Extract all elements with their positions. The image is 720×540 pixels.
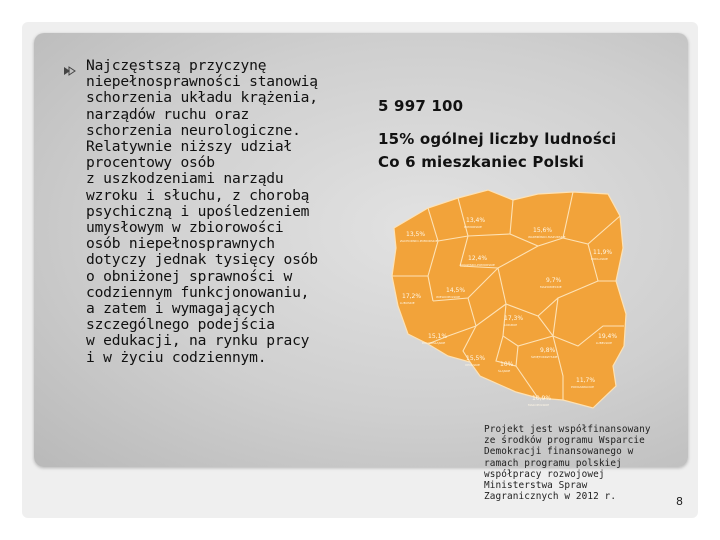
map-name-opolskie: OPOLSKIE xyxy=(465,363,480,367)
map-pct-mazowieckie: 9,7% xyxy=(546,277,562,284)
page-number: 8 xyxy=(676,495,683,508)
map-name-dolnoslaskie: DOLNOŚLĄSKIE xyxy=(422,341,446,345)
map-pct-lubuskie: 17,2% xyxy=(402,293,422,300)
map-name-lubuskie: LUBUSKIE xyxy=(400,301,415,305)
map-name-zachodniopomorskie: ZACHODNIO-POMORSKIE xyxy=(400,239,438,243)
map-pct-malopolskie: 10,9% xyxy=(532,395,552,402)
map-name-podlaskie: PODLASKIE xyxy=(591,257,608,261)
map-pct-wielkopolskie: 14,5% xyxy=(446,287,466,294)
map-name-lubelskie: LUBELSKIE xyxy=(596,341,612,345)
poland-voivodeship-map xyxy=(388,186,628,410)
bullet-arrow-icon xyxy=(62,64,76,78)
map-pct-dolnoslaskie: 15,1% xyxy=(428,333,448,340)
map-name-podkarpackie: PODKARPACKIE xyxy=(571,385,594,389)
map-name-warminsko-mazurskie: WARMIŃSKO-MAZURSKIE xyxy=(528,235,566,239)
map-name-kujawsko-pomorskie: KUJAWSKO-POMORSKIE xyxy=(460,263,495,267)
poland-map-shape xyxy=(392,190,626,408)
map-pct-lodzkie: 17,3% xyxy=(504,315,524,322)
map-pct-kujawsko-pomorskie: 12,4% xyxy=(468,255,488,262)
map-name-mazowieckie: MAZOWIECKIE xyxy=(540,285,562,289)
map-pct-swietokrzyskie: 9,8% xyxy=(540,347,556,354)
map-name-slaskie: ŚLĄSKIE xyxy=(498,369,511,373)
map-name-malopolskie: MAŁOPOLSKIE xyxy=(528,403,550,407)
map-name-lodzkie: ŁÓDZKIE xyxy=(504,323,518,327)
stat-share: 15% ogólnej liczby ludności xyxy=(378,130,617,148)
stat-ratio: Co 6 mieszkaniec Polski xyxy=(378,153,585,171)
map-pct-podlaskie: 11,9% xyxy=(593,249,613,256)
map-pct-pomorskie: 13,4% xyxy=(466,217,486,224)
map-pct-zachodniopomorskie: 13,5% xyxy=(406,231,426,238)
map-name-wielkopolskie: WIELKOPOLSKIE xyxy=(436,295,461,299)
map-pct-lubelskie: 19,4% xyxy=(598,333,618,340)
map-pct-slaskie: 10% xyxy=(500,361,514,368)
map-pct-podkarpackie: 11,7% xyxy=(576,377,596,384)
funding-footnote: Projekt jest współfinansowany ze środków programu Wsparcie Demokracji finansowanego w ramach programu polskiej współpracy rozwojowej Ministerstwa Spraw Zagranicznych w 2012 r. xyxy=(484,424,651,503)
map-name-swietokrzyskie: ŚWIĘTOKRZYSKIE xyxy=(531,355,558,359)
stat-total: 5 997 100 xyxy=(378,97,464,115)
map-pct-opolskie: 15,5% xyxy=(466,355,486,362)
map-name-pomorskie: POMORSKIE xyxy=(464,225,482,229)
map-pct-warminsko-mazurskie: 15,6% xyxy=(533,227,553,234)
body-paragraph: Najczęstszą przyczynę niepełnosprawności stanowią schorzenia układu krążenia, narządów ruchu oraz schorzenia neurologiczne. Relatywnie niższy udział procentowy osób z uszkodzeniami narządu wzroku i słuchu, z chorobą psychiczną i upośledzeniem umysłowym w zbiorowości osób niepełnosprawnych dotyczy jednak tysięcy osób o obniżonej sprawności w codziennym funkcjonowaniu, a zatem i wymagających szczególnego podejścia w edukacji, na rynku pracy i w życiu codziennym. xyxy=(86,57,318,366)
